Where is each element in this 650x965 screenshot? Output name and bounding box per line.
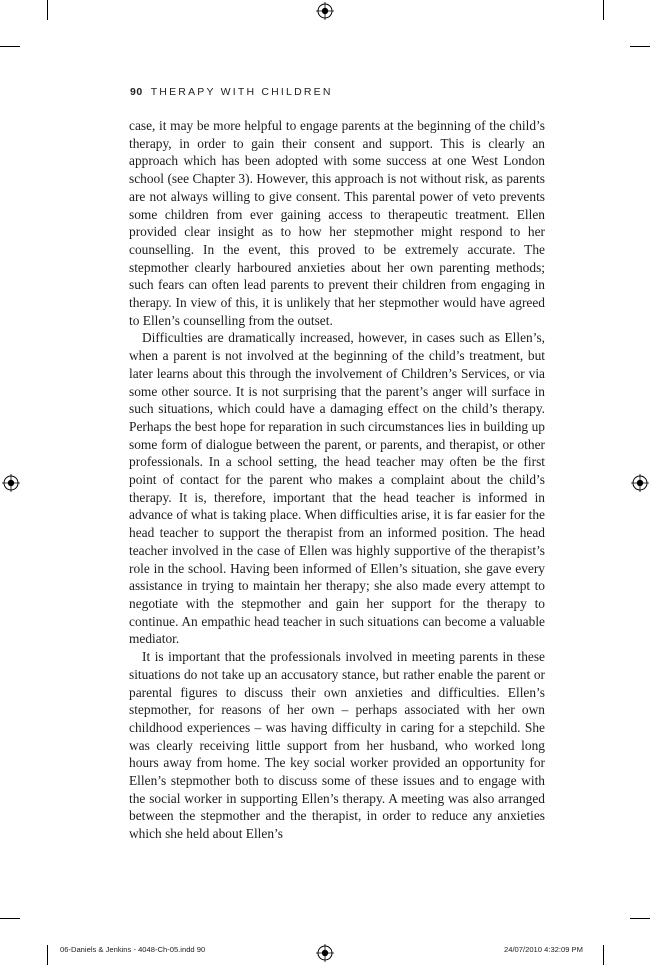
- registration-mark-icon: [2, 474, 20, 492]
- registration-mark-icon: [316, 2, 334, 20]
- running-title: THERAPY WITH CHILDREN: [150, 86, 333, 98]
- crop-mark-bottom-right: [603, 945, 604, 965]
- print-timestamp: 24/07/2010 4:32:09 PM: [504, 945, 583, 954]
- body-text: [129, 117, 545, 843]
- page-number: 90: [130, 86, 143, 98]
- crop-mark-top-left: [47, 0, 48, 20]
- crop-mark-right-bottom: [630, 918, 650, 919]
- paragraph-1: case, it may be more helpful to engage parents at the beginning of the child’s therapy, in order to gain their consent and support. This is clearly an approach which has been adopted with some success at one West London school (see Chapter 3). However, this approach is not without risk, as parents are not always willing to give consent. This parental power of veto prevents some children from ever gaining access to therapeutic treatment. Ellen provided clear insight as to how her stepmother might respond to her counselling. In the event, this proved to be extremely accurate. The stepmother clearly harboured anxieties about her own parenting methods; such fears can often lead parents to prevent their children from engaging in therapy. In view of this, it is unlikely that her stepmother would have agreed to Ellen’s counselling from the outset.: [129, 118, 545, 328]
- running-head: [130, 86, 333, 98]
- crop-mark-left-top: [0, 46, 20, 47]
- registration-mark-icon: [316, 944, 334, 962]
- registration-mark-icon: [631, 474, 649, 492]
- crop-mark-right-top: [630, 46, 650, 47]
- file-slug: 06-Daniels & Jenkins - 4048-Ch-05.indd 90: [60, 945, 206, 954]
- crop-mark-bottom-left: [47, 945, 48, 965]
- crop-mark-top-right: [603, 0, 604, 20]
- crop-mark-left-bottom: [0, 918, 20, 919]
- paragraph-3: It is important that the professionals involved in meeting parents in these situations do not take up an accusatory stance, but rather enable the parent or parental figures to discuss their own anxieties and difficulties. Ellen’s stepmother, for reasons of her own – perhaps associated with her own childhood experiences – was having difficulty in caring for a stepchild. She was clearly receiving little support from her husband, who worked long hours away from home. The key social worker provided an opportunity for Ellen’s stepmother both to discuss some of these issues and to engage with the social worker in supporting Ellen’s therapy. A meeting was also arranged between the stepmother and the therapist, in order to reduce any anxieties which she held about Ellen’s: [129, 649, 545, 842]
- paragraph-2: Difficulties are dramatically increased, however, in cases such as Ellen’s, when a parent is not involved at the beginning of the child’s treatment, but later learns about this through the involvement of Children’s Services, or via some other source. It is not surprising that the parent’s anger will surface in such situations, which could have a damaging effect on the child’s therapy. Perhaps the best hope for reparation in such circumstances lies in building up some form of dialogue between the parent, or parents, and therapist, or other professionals. In a school setting, the head teacher may often be the first point of contact for the parent who makes a complaint about the child’s therapy. It is, therefore, important that the head teacher is informed in advance of what is taking place. When difficulties arise, it is far easier for the head teacher to support the therapist from an informed position. The head teacher involved in the case of Ellen was highly supportive of the therapist’s role in the school. Having been informed of Ellen’s situation, she gave every assistance in trying to maintain her therapy; she also made every attempt to negotiate with the stepmother and gain her support for the therapy to continue. An empathic head teacher in such situations can become a valuable mediator.: [129, 330, 545, 647]
